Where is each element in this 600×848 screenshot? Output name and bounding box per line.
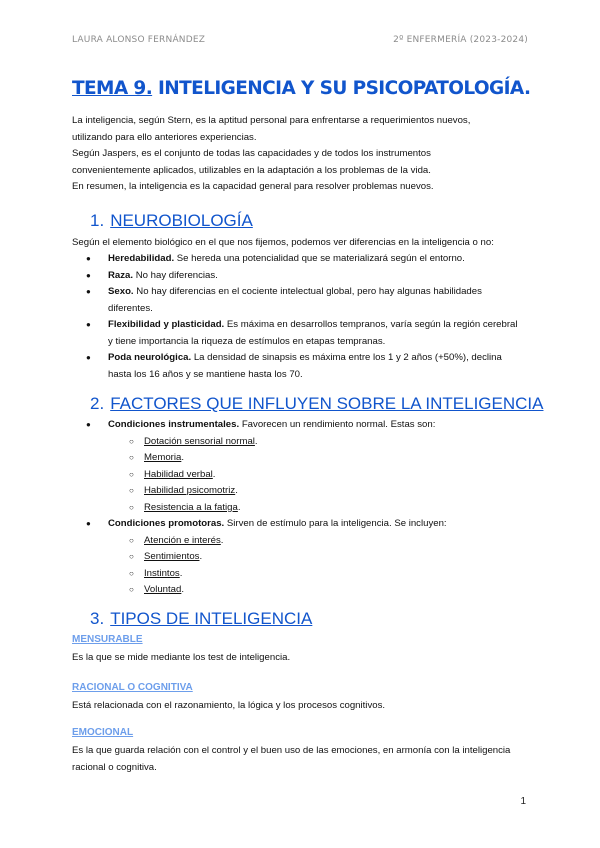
header-author: LAURA ALONSO FERNÁNDEZ	[72, 35, 206, 45]
sub-item: ○ Instintos.	[108, 566, 532, 583]
title-text: INTELIGENCIA Y SU PSICOPATOLOGÍA.	[152, 78, 531, 99]
list-item: ● Heredabilidad. Se hereda una potencialidad que se materializará según el entorno.	[72, 251, 522, 268]
section-heading-neurobiologia	[90, 211, 253, 231]
type-desc-mensurable: Es la que se mide mediante los test de inteligencia.	[72, 652, 291, 663]
intro-line-stern: La inteligencia, según Stern, es la aptitud personal para enfrentarse a requerimientos nuevos, utilizando para ello anteriores experiencias.	[72, 115, 471, 143]
sub-item: ○ Habilidad verbal.	[108, 467, 532, 484]
type-desc-emocional: Es la que guarda relación con el control y el buen uso de las emociones, en armonía con la inteligencia racional o cognitiva.	[72, 745, 511, 773]
intro-line-summary: En resumen, la inteligencia es la capacidad general para resolver problemas nuevos.	[72, 181, 434, 192]
sub-item: ○ Resistencia a la fatiga.	[108, 500, 532, 517]
type-heading-mensurable: MENSURABLE	[72, 634, 143, 645]
type-heading-emocional: EMOCIONAL	[72, 727, 134, 738]
header-course: 2º ENFERMERÍA (2023-2024)	[393, 35, 528, 45]
list-item: ● Raza. No hay diferencias.	[72, 268, 522, 285]
sub-item: ○ Sentimientos.	[108, 549, 532, 566]
section-number: 2.	[90, 394, 105, 413]
section-title: FACTORES QUE INFLUYEN SOBRE LA INTELIGENCIA	[110, 394, 544, 413]
sub-item: ○ Memoria.	[108, 450, 532, 467]
section-title: TIPOS DE INTELIGENCIA	[110, 609, 313, 628]
sub-item: ○ Dotación sensorial normal.	[108, 434, 532, 451]
promoter-sublist	[108, 533, 532, 599]
list-item: ● Condiciones instrumentales. Favorecen un rendimiento normal. Estas son: ○ Dotación sensorial normal. ○ Memoria. ○ Habilidad verbal. ○ Habilidad psicomotriz. ○ Resistencia a la fatiga.	[72, 417, 532, 516]
neurobiology-list	[72, 251, 522, 383]
section-number: 1.	[90, 211, 105, 230]
instrumental-sublist	[108, 434, 532, 517]
list-item: ● Sexo. No hay diferencias en el cociente intelectual global, pero hay algunas habilidades diferentes.	[72, 284, 522, 317]
list-item: ● Poda neurológica. La densidad de sinapsis es máxima entre los 1 y 2 años (+50%), declina hasta los 16 años y se mantiene hasta los 70.	[72, 350, 522, 383]
title-number: TEMA 9.	[72, 78, 153, 99]
list-item: ● Condiciones promotoras. Sirven de estímulo para la inteligencia. Se incluyen: ○ Atención e interés. ○ Sentimientos. ○ Instintos. ○ Voluntad.	[72, 516, 532, 599]
page-title	[72, 78, 530, 99]
type-desc-racional: Está relacionada con el razonamiento, la lógica y los procesos cognitivos.	[72, 700, 386, 711]
sub-item: ○ Voluntad.	[108, 582, 532, 599]
list-item: ● Flexibilidad y plasticidad. Es máxima en desarrollos tempranos, varía según la región cerebral y tiene importancia la riqueza de estímulos en etapas tempranas.	[72, 317, 522, 350]
section1-lead: Según el elemento biológico en el que nos fijemos, podemos ver diferencias en la inteligencia o no:	[72, 237, 494, 248]
page-number: 1	[520, 796, 526, 807]
sub-item: ○ Habilidad psicomotriz.	[108, 483, 532, 500]
type-heading-racional: RACIONAL O COGNITIVA	[72, 682, 193, 693]
section-heading-tipos	[90, 609, 312, 629]
section-title: NEUROBIOLOGÍA	[110, 211, 253, 230]
factors-list	[72, 417, 532, 599]
section-number: 3.	[90, 609, 105, 628]
intro-paragraph	[72, 113, 532, 196]
sub-item: ○ Atención e interés.	[108, 533, 532, 550]
section-heading-factores	[90, 394, 543, 414]
intro-line-jaspers: Según Jaspers, es el conjunto de todas las capacidades y de todos los instrumentos convenientemente aplicados, utilizables en la adaptación a los problemas de la vida.	[72, 148, 431, 176]
